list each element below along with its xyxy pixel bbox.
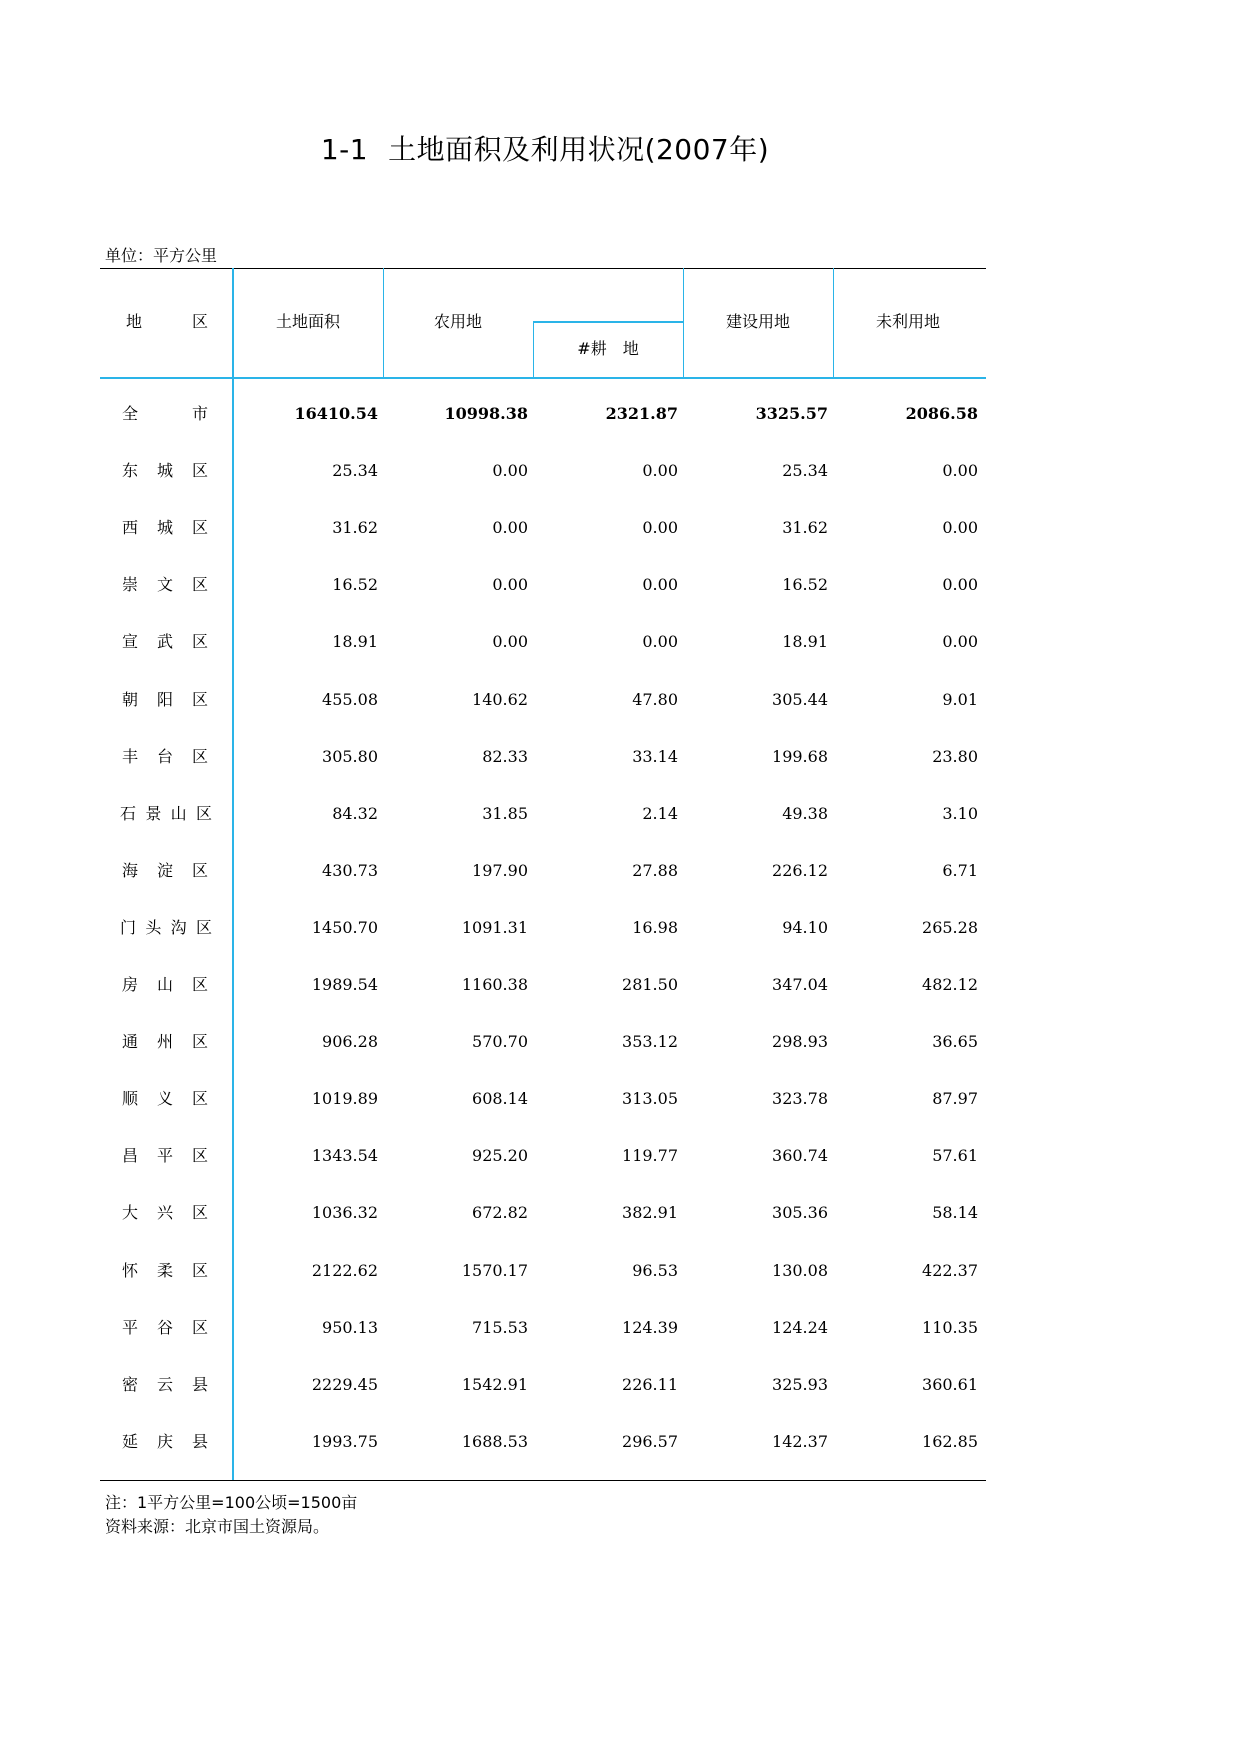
cell-agricultural: 608.14: [472, 1089, 528, 1109]
cell-construction: 142.37: [772, 1431, 828, 1451]
cell-region: 通 州 区: [122, 1032, 208, 1052]
table-row: [100, 956, 986, 1013]
cell-construction: 323.78: [772, 1089, 828, 1109]
cell-region: 昌 平 区: [122, 1146, 208, 1166]
table-row: [100, 1242, 986, 1299]
cell-unused: 58.14: [932, 1203, 978, 1223]
header-agricultural: 农用地: [433, 312, 482, 331]
table-row: [100, 728, 986, 785]
table-row: [100, 1184, 986, 1241]
cell-land-area: 84.32: [332, 803, 378, 823]
cell-land-area: 31.62: [332, 518, 378, 538]
cell-unused: 3.10: [942, 803, 978, 823]
table-row-total: [100, 385, 986, 442]
cell-cultivated: 119.77: [622, 1146, 678, 1166]
cell-unused: 0.00: [942, 461, 978, 481]
cell-construction: 360.74: [772, 1146, 828, 1166]
cell-construction: 124.24: [772, 1317, 828, 1337]
cell-region: 东 城 区: [122, 461, 208, 481]
cell-cultivated: 226.11: [622, 1374, 678, 1394]
cell-unused: 6.71: [942, 860, 978, 880]
cell-construction: 25.34: [782, 461, 828, 481]
subheader-rule: [533, 321, 683, 323]
cell-agricultural: 0.00: [492, 632, 528, 652]
cell-agricultural: 1688.53: [461, 1431, 528, 1451]
cell-agricultural: 10998.38: [444, 404, 528, 423]
cell-agricultural: 197.90: [472, 860, 528, 880]
table-row: [100, 499, 986, 556]
table-row: [100, 1356, 986, 1413]
cell-unused: 0.00: [942, 575, 978, 595]
cell-agricultural: 140.62: [472, 689, 528, 709]
cell-unused: 110.35: [922, 1317, 978, 1337]
cell-cultivated: 0.00: [642, 518, 678, 538]
table-row: [100, 1413, 986, 1470]
cell-cultivated: 27.88: [632, 860, 678, 880]
page-title: [0, 128, 1090, 168]
cell-cultivated: 47.80: [632, 689, 678, 709]
cell-agricultural: 1570.17: [461, 1260, 528, 1280]
cell-agricultural: 82.33: [482, 746, 528, 766]
table-row: [100, 842, 986, 899]
cell-agricultural: 1091.31: [461, 917, 528, 937]
cell-cultivated: 382.91: [622, 1203, 678, 1223]
cell-construction: 3325.57: [755, 404, 828, 423]
cell-land-area: 430.73: [322, 860, 378, 880]
cell-construction: 298.93: [772, 1032, 828, 1052]
cell-unused: 0.00: [942, 518, 978, 538]
cell-unused: 0.00: [942, 632, 978, 652]
cell-land-area: 906.28: [322, 1032, 378, 1052]
table-row: [100, 613, 986, 670]
cell-cultivated: 2321.87: [605, 404, 678, 423]
cell-unused: 87.97: [932, 1089, 978, 1109]
cell-unused: 23.80: [932, 746, 978, 766]
cell-cultivated: 281.50: [622, 975, 678, 994]
cell-land-area: 950.13: [322, 1317, 378, 1337]
cell-cultivated: 0.00: [642, 575, 678, 595]
cell-unused: 265.28: [922, 917, 978, 937]
cell-construction: 199.68: [772, 746, 828, 766]
table-number: 1-1: [320, 133, 369, 166]
cell-agricultural: 1160.38: [461, 975, 528, 994]
cell-construction: 18.91: [782, 632, 828, 652]
cell-cultivated: 2.14: [642, 803, 678, 823]
cell-region: 延 庆 县: [122, 1431, 208, 1451]
cell-region: 崇 文 区: [122, 575, 208, 595]
table-row: [100, 1299, 986, 1356]
cell-cultivated: 16.98: [632, 917, 678, 937]
cell-cultivated: 296.57: [622, 1431, 678, 1451]
cell-land-area: 305.80: [322, 746, 378, 766]
cell-region: 全 市: [122, 404, 208, 423]
cell-unused: 2086.58: [905, 404, 978, 423]
cell-region: 丰 台 区: [122, 746, 208, 766]
cell-unused: 162.85: [922, 1431, 978, 1451]
cell-region: 西 城 区: [122, 518, 208, 538]
table-row: [100, 1013, 986, 1070]
table-row: [100, 1127, 986, 1184]
cell-construction: 94.10: [782, 917, 828, 937]
header-construction: 建设用地: [725, 312, 790, 331]
cell-region: 石 景 山 区: [120, 803, 212, 823]
cell-agricultural: 0.00: [492, 575, 528, 595]
table-row: [100, 671, 986, 728]
cell-agricultural: 570.70: [472, 1032, 528, 1052]
header-land-area: 土地面积: [275, 312, 340, 331]
note-conversion: 注：1平方公里=100公顷=1500亩: [105, 1493, 358, 1512]
cell-construction: 347.04: [772, 975, 828, 994]
table-row: [100, 785, 986, 842]
cell-cultivated: 0.00: [642, 632, 678, 652]
cell-region: 大 兴 区: [122, 1203, 208, 1223]
cell-unused: 9.01: [942, 689, 978, 709]
cell-region: 海 淀 区: [122, 860, 208, 880]
cell-region: 怀 柔 区: [122, 1260, 208, 1280]
table-row: [100, 1070, 986, 1127]
cell-cultivated: 313.05: [622, 1089, 678, 1109]
cell-unused: 360.61: [922, 1374, 978, 1394]
unit-label: 单位：平方公里: [105, 246, 218, 265]
table-row: [100, 556, 986, 613]
cell-land-area: 455.08: [322, 689, 378, 709]
cell-agricultural: 1542.91: [461, 1374, 528, 1394]
cell-land-area: 1019.89: [311, 1089, 378, 1109]
table-row: [100, 899, 986, 956]
cell-land-area: 18.91: [332, 632, 378, 652]
cell-region: 房 山 区: [122, 975, 208, 994]
cell-land-area: 2229.45: [311, 1374, 378, 1394]
table-title-text: 土地面积及利用状况(2007年): [388, 133, 770, 166]
table-row: [100, 442, 986, 499]
cell-agricultural: 715.53: [472, 1317, 528, 1337]
cell-land-area: 1993.75: [311, 1431, 378, 1451]
header-region: 地 区: [126, 312, 208, 331]
cell-cultivated: 0.00: [642, 461, 678, 481]
cell-construction: 325.93: [772, 1374, 828, 1394]
cell-agricultural: 0.00: [492, 518, 528, 538]
cell-agricultural: 31.85: [482, 803, 528, 823]
cell-agricultural: 0.00: [492, 461, 528, 481]
cell-region: 密 云 县: [122, 1374, 208, 1394]
cell-land-area: 1989.54: [311, 975, 378, 994]
cell-region: 平 谷 区: [122, 1317, 208, 1337]
cell-region: 朝 阳 区: [122, 689, 208, 709]
cell-construction: 31.62: [782, 518, 828, 538]
header-cultivated: #耕 地: [577, 339, 639, 358]
cell-land-area: 2122.62: [311, 1260, 378, 1280]
cell-cultivated: 96.53: [632, 1260, 678, 1280]
cell-region: 宣 武 区: [122, 632, 208, 652]
cell-construction: 49.38: [782, 803, 828, 823]
cell-unused: 36.65: [932, 1032, 978, 1052]
cell-land-area: 1450.70: [311, 917, 378, 937]
note-source: 资料来源：北京市国土资源局。: [105, 1517, 330, 1536]
cell-unused: 57.61: [932, 1146, 978, 1166]
header-unused: 未利用地: [875, 312, 940, 331]
cell-agricultural: 672.82: [472, 1203, 528, 1223]
cell-unused: 482.12: [922, 975, 978, 994]
cell-land-area: 1343.54: [311, 1146, 378, 1166]
cell-construction: 305.44: [772, 689, 828, 709]
cell-land-area: 16.52: [332, 575, 378, 595]
cell-cultivated: 353.12: [622, 1032, 678, 1052]
cell-land-area: 16410.54: [294, 404, 378, 423]
cell-cultivated: 124.39: [622, 1317, 678, 1337]
cell-construction: 16.52: [782, 575, 828, 595]
table-bottom-rule: [100, 1480, 986, 1481]
cell-land-area: 25.34: [332, 461, 378, 481]
cell-construction: 226.12: [772, 860, 828, 880]
cell-agricultural: 925.20: [472, 1146, 528, 1166]
cell-unused: 422.37: [922, 1260, 978, 1280]
cell-region: 顺 义 区: [122, 1089, 208, 1109]
cell-land-area: 1036.32: [311, 1203, 378, 1223]
cell-construction: 130.08: [772, 1260, 828, 1280]
cell-construction: 305.36: [772, 1203, 828, 1223]
cell-cultivated: 33.14: [632, 746, 678, 766]
cell-region: 门 头 沟 区: [120, 917, 212, 937]
